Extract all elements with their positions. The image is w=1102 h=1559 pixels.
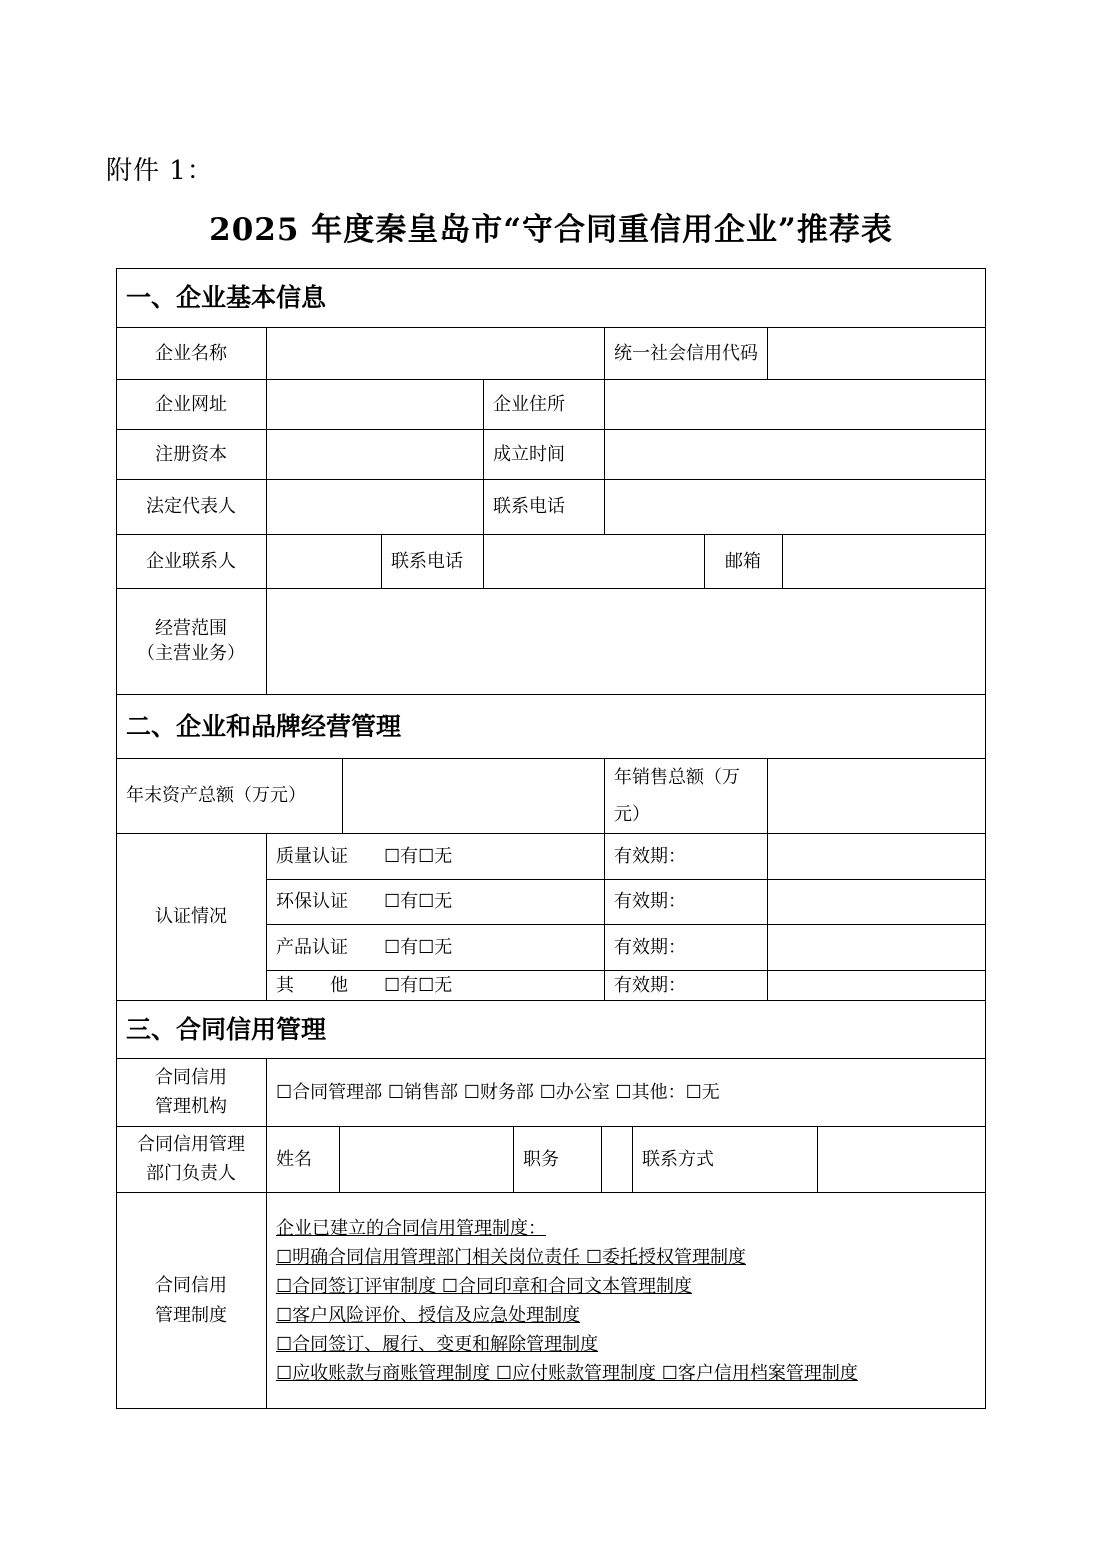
contact-method-field[interactable] xyxy=(817,1126,986,1192)
system-checkbox-line[interactable]: ☐客户风险评价、授信及应急处理制度 xyxy=(276,1305,581,1326)
contract-org-options[interactable]: ☐合同管理部 ☐销售部 ☐财务部 ☐办公室 ☐其他：☐无 xyxy=(276,1081,720,1103)
email-label: 邮箱 xyxy=(725,550,761,572)
business-scope-label-line2: （主营业务） xyxy=(137,643,245,664)
system-checkbox-line[interactable]: ☐合同签订、履行、变更和解除管理制度 xyxy=(276,1334,599,1355)
contract-system-list xyxy=(276,1214,858,1388)
contact-method-label: 联系方式 xyxy=(642,1148,714,1170)
founded-label: 成立时间 xyxy=(493,443,565,465)
email-field[interactable] xyxy=(782,534,986,588)
website-field[interactable] xyxy=(266,379,483,429)
legal-phone-label: 联系电话 xyxy=(493,496,565,517)
legal-phone-field[interactable] xyxy=(604,479,986,534)
contact-field[interactable] xyxy=(266,534,381,588)
sales-field[interactable] xyxy=(767,758,986,833)
contract-system-label xyxy=(116,1192,266,1409)
cert-name: 其 他 xyxy=(276,974,348,996)
cert-yes-no-checkboxes[interactable]: ☐有☐无 xyxy=(384,891,453,912)
company-name-label: 企业名称 xyxy=(155,342,227,364)
name-label: 姓名 xyxy=(276,1148,312,1170)
cert-validity-label: 有效期： xyxy=(614,891,686,912)
system-checkbox-line[interactable]: ☐明确合同信用管理部门相关岗位责任 ☐委托授权管理制度 xyxy=(276,1247,746,1268)
position-field[interactable] xyxy=(601,1126,632,1192)
capital-field[interactable] xyxy=(266,429,483,479)
business-scope-label xyxy=(116,588,266,694)
cert-name: 产品认证 xyxy=(276,936,348,958)
business-scope-field[interactable] xyxy=(266,588,986,694)
cert-validity-field[interactable] xyxy=(767,879,986,924)
contract-system-label-line2: 管理制度 xyxy=(155,1304,227,1326)
founded-field[interactable] xyxy=(604,429,986,479)
contact-phone-label: 联系电话 xyxy=(391,550,463,572)
contract-org-label-line1: 合同信用 xyxy=(155,1067,227,1088)
sales-label xyxy=(604,758,767,833)
business-scope-label-line1: 经营范围 xyxy=(155,618,227,639)
position-label: 职务 xyxy=(523,1148,559,1170)
contract-system-label-line1: 合同信用 xyxy=(155,1274,227,1296)
assets-label: 年末资产总额（万元） xyxy=(126,785,306,806)
cert-row-other xyxy=(266,970,604,1000)
capital-label: 注册资本 xyxy=(155,443,227,465)
credit-code-field[interactable] xyxy=(767,327,986,379)
contact-phone-field[interactable] xyxy=(483,534,704,588)
dept-head-label xyxy=(116,1126,266,1192)
cert-validity-field[interactable] xyxy=(767,970,986,1000)
cert-validity-field[interactable] xyxy=(767,833,986,879)
company-name-field[interactable] xyxy=(266,327,604,379)
cert-row-product xyxy=(266,924,604,970)
cert-yes-no-checkboxes[interactable]: ☐有☐无 xyxy=(384,936,453,958)
cert-yes-no-checkboxes[interactable]: ☐有☐无 xyxy=(384,845,453,867)
sales-label-line1: 年销售总额（万 xyxy=(614,766,740,788)
assets-field[interactable] xyxy=(342,758,604,833)
cert-row-quality xyxy=(266,833,604,879)
annex-label: 附件 1： xyxy=(106,156,214,186)
section-heading-basic-info: 一、企业基本信息 xyxy=(126,283,327,312)
legal-rep-field[interactable] xyxy=(266,479,483,534)
system-checkbox-line[interactable]: ☐合同签订评审制度 ☐合同印章和合同文本管理制度 xyxy=(276,1276,692,1297)
dept-head-label-line2: 部门负责人 xyxy=(146,1163,236,1184)
cert-validity-field[interactable] xyxy=(767,924,986,970)
cert-name: 质量认证 xyxy=(276,845,348,867)
name-field[interactable] xyxy=(339,1126,513,1192)
page-title: 2025 年度秦皇岛市“守合同重信用企业”推荐表 xyxy=(209,212,893,248)
cert-validity-label: 有效期： xyxy=(614,974,686,996)
section-heading-brand-management: 二、企业和品牌经营管理 xyxy=(126,711,402,741)
systems-intro: 企业已建立的合同信用管理制度： xyxy=(276,1218,546,1239)
cert-row-environmental xyxy=(266,879,604,924)
contract-org-label xyxy=(116,1058,266,1126)
cert-validity-label: 有效期： xyxy=(614,936,686,958)
credit-code-label: 统一社会信用代码 xyxy=(614,342,758,364)
contact-label: 企业联系人 xyxy=(146,550,236,572)
cert-name: 环保认证 xyxy=(276,891,348,912)
cert-validity-label: 有效期： xyxy=(614,845,686,867)
system-checkbox-line[interactable]: ☐应收账款与商账管理制度 ☐应付账款管理制度 ☐客户信用档案管理制度 xyxy=(276,1363,858,1384)
certification-label: 认证情况 xyxy=(155,906,227,927)
website-label: 企业网址 xyxy=(155,393,227,415)
cert-yes-no-checkboxes[interactable]: ☐有☐无 xyxy=(384,974,453,996)
address-field[interactable] xyxy=(604,379,986,429)
dept-head-label-line1: 合同信用管理 xyxy=(137,1134,245,1155)
section-heading-contract-credit: 三、合同信用管理 xyxy=(126,1014,327,1044)
sales-label-line2: 元） xyxy=(614,803,650,825)
address-label: 企业住所 xyxy=(493,393,565,415)
legal-rep-label: 法定代表人 xyxy=(146,496,236,517)
contract-org-label-line2: 管理机构 xyxy=(155,1096,227,1117)
